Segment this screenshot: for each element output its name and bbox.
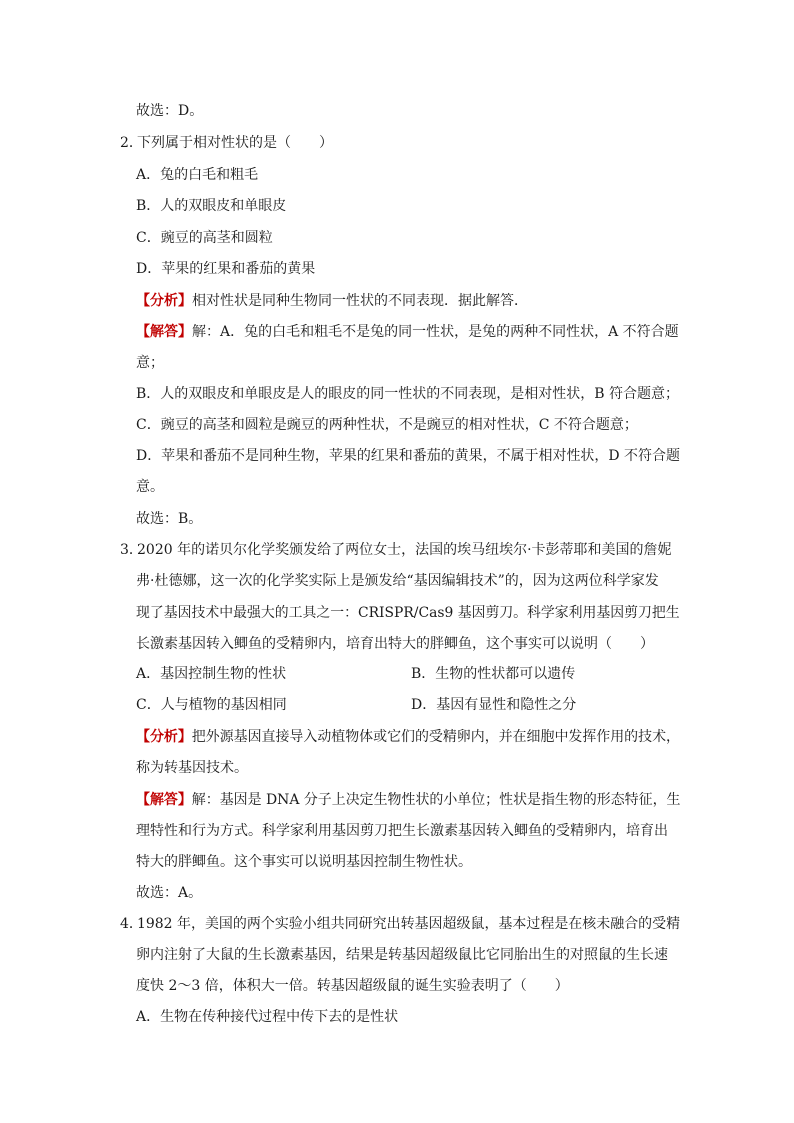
q4-stem-line-2: 卵内注射了大鼠的生长激素基因，结果是转基因超级鼠比它同胎出生的对照鼠的生长速: [136, 947, 668, 963]
q3-option-b: B．生物的性状都可以遗传: [411, 666, 576, 682]
q3-solution-line-1: [136, 790, 680, 810]
q2-stem: 下列属于相对性状的是（ ）: [137, 135, 333, 151]
q2-number: 2．: [120, 135, 143, 151]
q2-solution-line-6: 意。: [136, 479, 164, 495]
q2-solution-line-1: [136, 322, 679, 342]
q2-option-a: A．兔的白毛和粗毛: [136, 167, 259, 183]
q3-option-a: A．基因控制生物的性状: [136, 666, 287, 682]
q3-stem-line-1: 2020 年的诺贝尔化学奖颁发给了两位女士，法国的埃马纽埃尔·卡彭蒂耶和美国的詹妮: [137, 542, 672, 558]
q2-analysis: [136, 291, 528, 311]
q4-stem-line-1: 1982 年，美国的两个实验小组共同研究出转基因超级鼠，基本过程是在核未融合的受精: [137, 916, 681, 932]
q2-option-b: B．人的双眼皮和单眼皮: [136, 198, 287, 214]
q3-analysis-line-2: 称为转基因技术。: [136, 760, 248, 776]
q3-analysis-text: 把外源基因直接导入动植物体或它们的受精卵内，并在细胞中发挥作用的技术，: [191, 729, 680, 745]
q3-solution-tag: 【解答】: [136, 792, 192, 808]
q3-stem-line-3: 现了基因技术中最强大的工具之一：CRISPR/Cas9 基因剪刀。科学家利用基因剪刀把生: [136, 605, 680, 621]
q4-stem-line-3: 度快 2～3 倍，体积大一倍。转基因超级鼠的诞生实验表明了（ ）: [136, 978, 569, 994]
q3-analysis-tag: 【分析】: [136, 729, 192, 745]
q2-option-c: C．豌豆的高茎和圆粒: [136, 230, 273, 246]
q2-solution-text: 解：A．兔的白毛和粗毛不是兔的同一性状，是兔的两种不同性状，A 不符合题: [192, 324, 679, 340]
q4-number: 4．: [120, 916, 143, 932]
q2-solution-line-3: B．人的双眼皮和单眼皮是人的眼皮的同一性状的不同表现，是相对性状，B 符合题意；: [136, 386, 680, 402]
q3-solution-line-3: 特大的胖鲫鱼。这个事实可以说明基因控制生物性状。: [136, 854, 472, 870]
q3-solution-text: 解：基因是 DNA 分子上决定生物性状的小单位；性状是指生物的形态特征，生: [191, 792, 681, 808]
q3-solution-line-2: 理特性和行为方式。科学家利用基因剪刀把生长激素基因转入鲫鱼的受精卵内，培育出: [136, 823, 668, 839]
q2-solution-line-4: C．豌豆的高茎和圆粒是豌豆的两种性状，不是豌豆的相对性状，C 不符合题意；: [136, 417, 638, 433]
q2-analysis-text: 相对性状是同种生物同一性状的不同表现．据此解答．: [192, 293, 528, 309]
q3-number: 3．: [120, 542, 143, 558]
q2-option-d: D．苹果的红果和番茄的黄果: [136, 261, 316, 277]
q3-option-d: D．基因有显性和隐性之分: [411, 697, 577, 713]
q3-stem-line-2: 弗·杜德娜，这一次的化学奖实际上是颁发给“基因编辑技术”的，因为这两位科学家发: [136, 573, 659, 589]
q2-solution-tag: 【解答】: [136, 324, 192, 340]
q4-option-a: A．生物在传种接代过程中传下去的是性状: [136, 1009, 399, 1025]
q3-stem-line-4: 长激素基因转入鲫鱼的受精卵内，培育出特大的胖鲫鱼，这个事实可以说明（ ）: [136, 636, 654, 652]
q2-analysis-tag: 【分析】: [136, 293, 192, 309]
q3-analysis-line-1: [136, 727, 680, 747]
q3-answer: 故选：A。: [136, 885, 203, 901]
q2-solution-line-5: D．苹果和番茄不是同种生物，苹果的红果和番茄的黄果，不属于相对性状，D 不符合题: [136, 448, 680, 464]
q2-answer: 故选：B。: [136, 511, 203, 527]
q3-option-c: C．人与植物的基因相同: [136, 697, 287, 713]
q2-solution-line-2: 意；: [136, 355, 164, 371]
prev-answer: 故选：D。: [136, 103, 204, 119]
